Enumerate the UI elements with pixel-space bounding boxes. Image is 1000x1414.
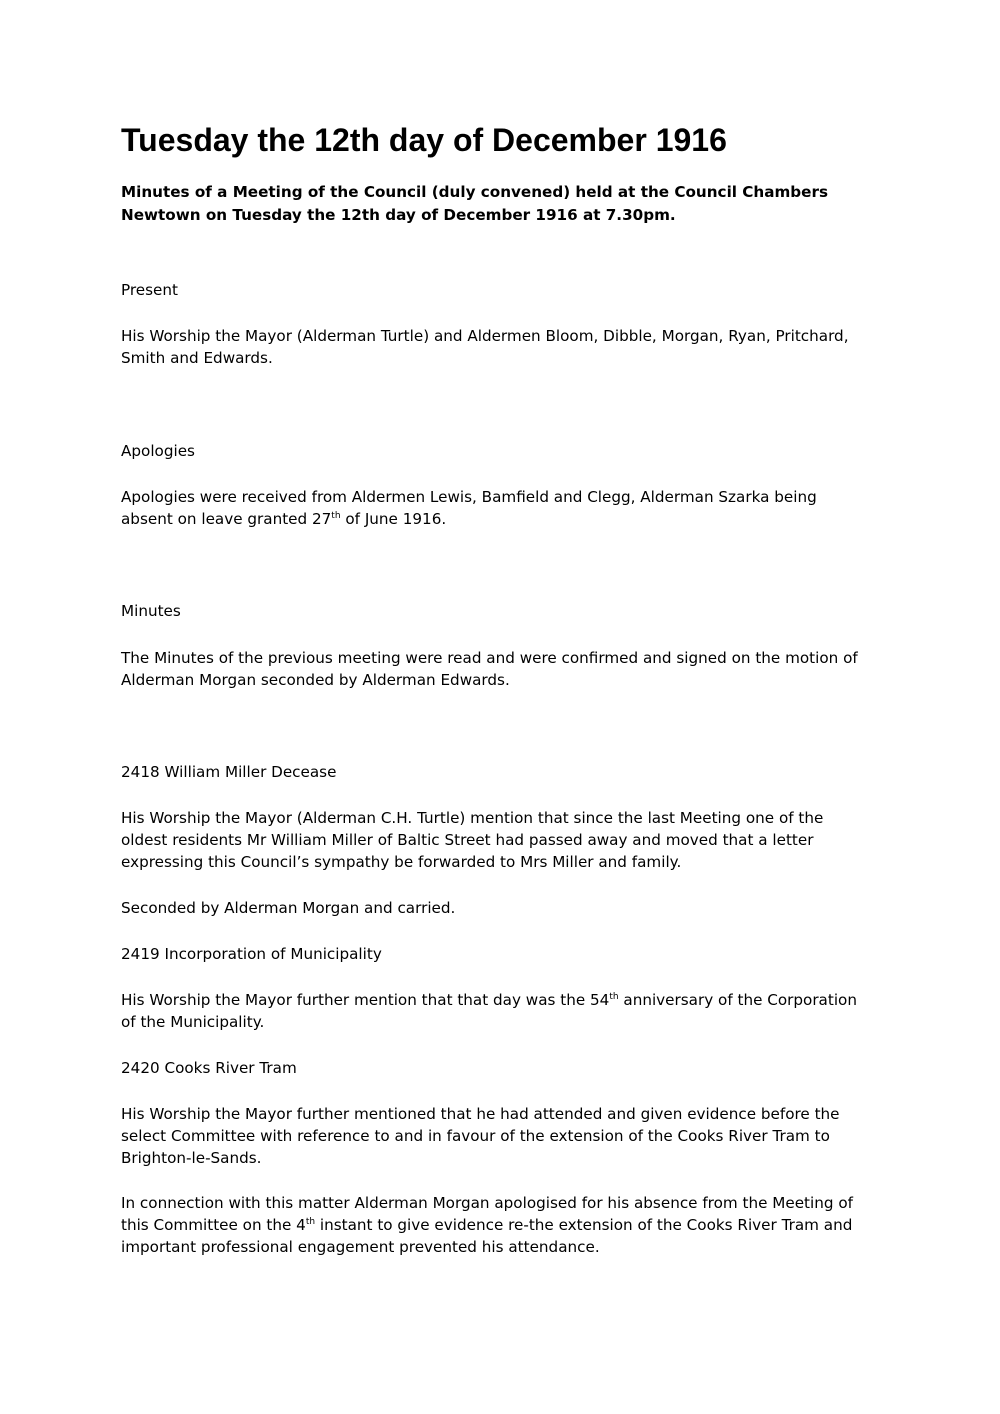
- meeting-intro: [121, 181, 901, 227]
- apologies-paragraph: [121, 486, 901, 530]
- minutes-line-2: Alderman Morgan seconded by Alderman Edwards.: [121, 671, 510, 689]
- item-2420-p2-line-2-rest: instant to give evidence re-the extension of the Cooks River Tram and: [315, 1216, 853, 1234]
- present-line-1: His Worship the Mayor (Alderman Turtle) and Aldermen Bloom, Dibble, Morgan, Ryan, Pritchard,: [121, 327, 849, 345]
- apologies-line-2-rest: of June 1916.: [340, 510, 447, 528]
- item-2418-heading: 2418 William Miller Decease: [121, 763, 337, 781]
- item-2418-line-2: oldest residents Mr William Miller of Baltic Street had passed away and moved that a letter: [121, 831, 814, 849]
- item-2419-line-1: [121, 991, 857, 1009]
- present-paragraph: [121, 325, 901, 369]
- intro-line-2: Newtown on Tuesday the 12th day of December 1916 at 7.30pm.: [121, 206, 676, 224]
- item-2419-line-1-text: His Worship the Mayor further mention that that day was the 54: [121, 991, 610, 1009]
- item-2419-line-2: of the Municipality.: [121, 1013, 265, 1031]
- present-heading: Present: [121, 281, 178, 299]
- item-2419-paragraph: [121, 989, 901, 1033]
- apologies-heading: Apologies: [121, 442, 195, 460]
- minutes-line-1: The Minutes of the previous meeting were read and were confirmed and signed on the motion of: [121, 649, 858, 667]
- apologies-line-1: Apologies were received from Aldermen Lewis, Bamfield and Clegg, Alderman Szarka being: [121, 488, 817, 506]
- ordinal-suffix: th: [609, 992, 619, 1002]
- item-2420-p2-line-2: [121, 1216, 852, 1234]
- item-2420-paragraph-2: [121, 1192, 901, 1258]
- item-2420-p1-line-2: select Committee with reference to and in favour of the extension of the Cooks River Tram to: [121, 1127, 830, 1145]
- apologies-line-2: [121, 510, 446, 528]
- page-title: Tuesday the 12th day of December 1916: [121, 122, 727, 158]
- item-2418-line-3: expressing this Council’s sympathy be forwarded to Mrs Miller and family.: [121, 853, 682, 871]
- item-2420-p2-line-1: In connection with this matter Alderman Morgan apologised for his absence from the Meeting of: [121, 1194, 853, 1212]
- intro-line-1: Minutes of a Meeting of the Council (duly convened) held at the Council Chambers: [121, 183, 828, 201]
- minutes-heading: Minutes: [121, 602, 181, 620]
- apologies-line-2-text: absent on leave granted 27: [121, 510, 332, 528]
- item-2420-p1-line-3: Brighton-le-Sands.: [121, 1149, 262, 1167]
- item-2419-heading: 2419 Incorporation of Municipality: [121, 945, 382, 963]
- present-line-2: Smith and Edwards.: [121, 349, 273, 367]
- item-2420-p1-line-1: His Worship the Mayor further mentioned that he had attended and given evidence before the: [121, 1105, 840, 1123]
- minutes-paragraph: [121, 647, 901, 691]
- item-2420-heading: 2420 Cooks River Tram: [121, 1059, 297, 1077]
- item-2420-p2-line-3: important professional engagement prevented his attendance.: [121, 1238, 600, 1256]
- ordinal-suffix: th: [305, 1217, 316, 1227]
- item-2418-seconded: Seconded by Alderman Morgan and carried.: [121, 899, 456, 917]
- item-2418-line-1: His Worship the Mayor (Alderman C.H. Turtle) mention that since the last Meeting one of the: [121, 809, 824, 827]
- item-2419-line-1-rest: anniversary of the Corporation: [618, 991, 857, 1009]
- item-2418-paragraph: [121, 807, 901, 873]
- ordinal-suffix: th: [331, 511, 341, 521]
- item-2420-paragraph-1: [121, 1103, 901, 1169]
- item-2420-p2-line-2-text: this Committee on the 4: [121, 1216, 306, 1234]
